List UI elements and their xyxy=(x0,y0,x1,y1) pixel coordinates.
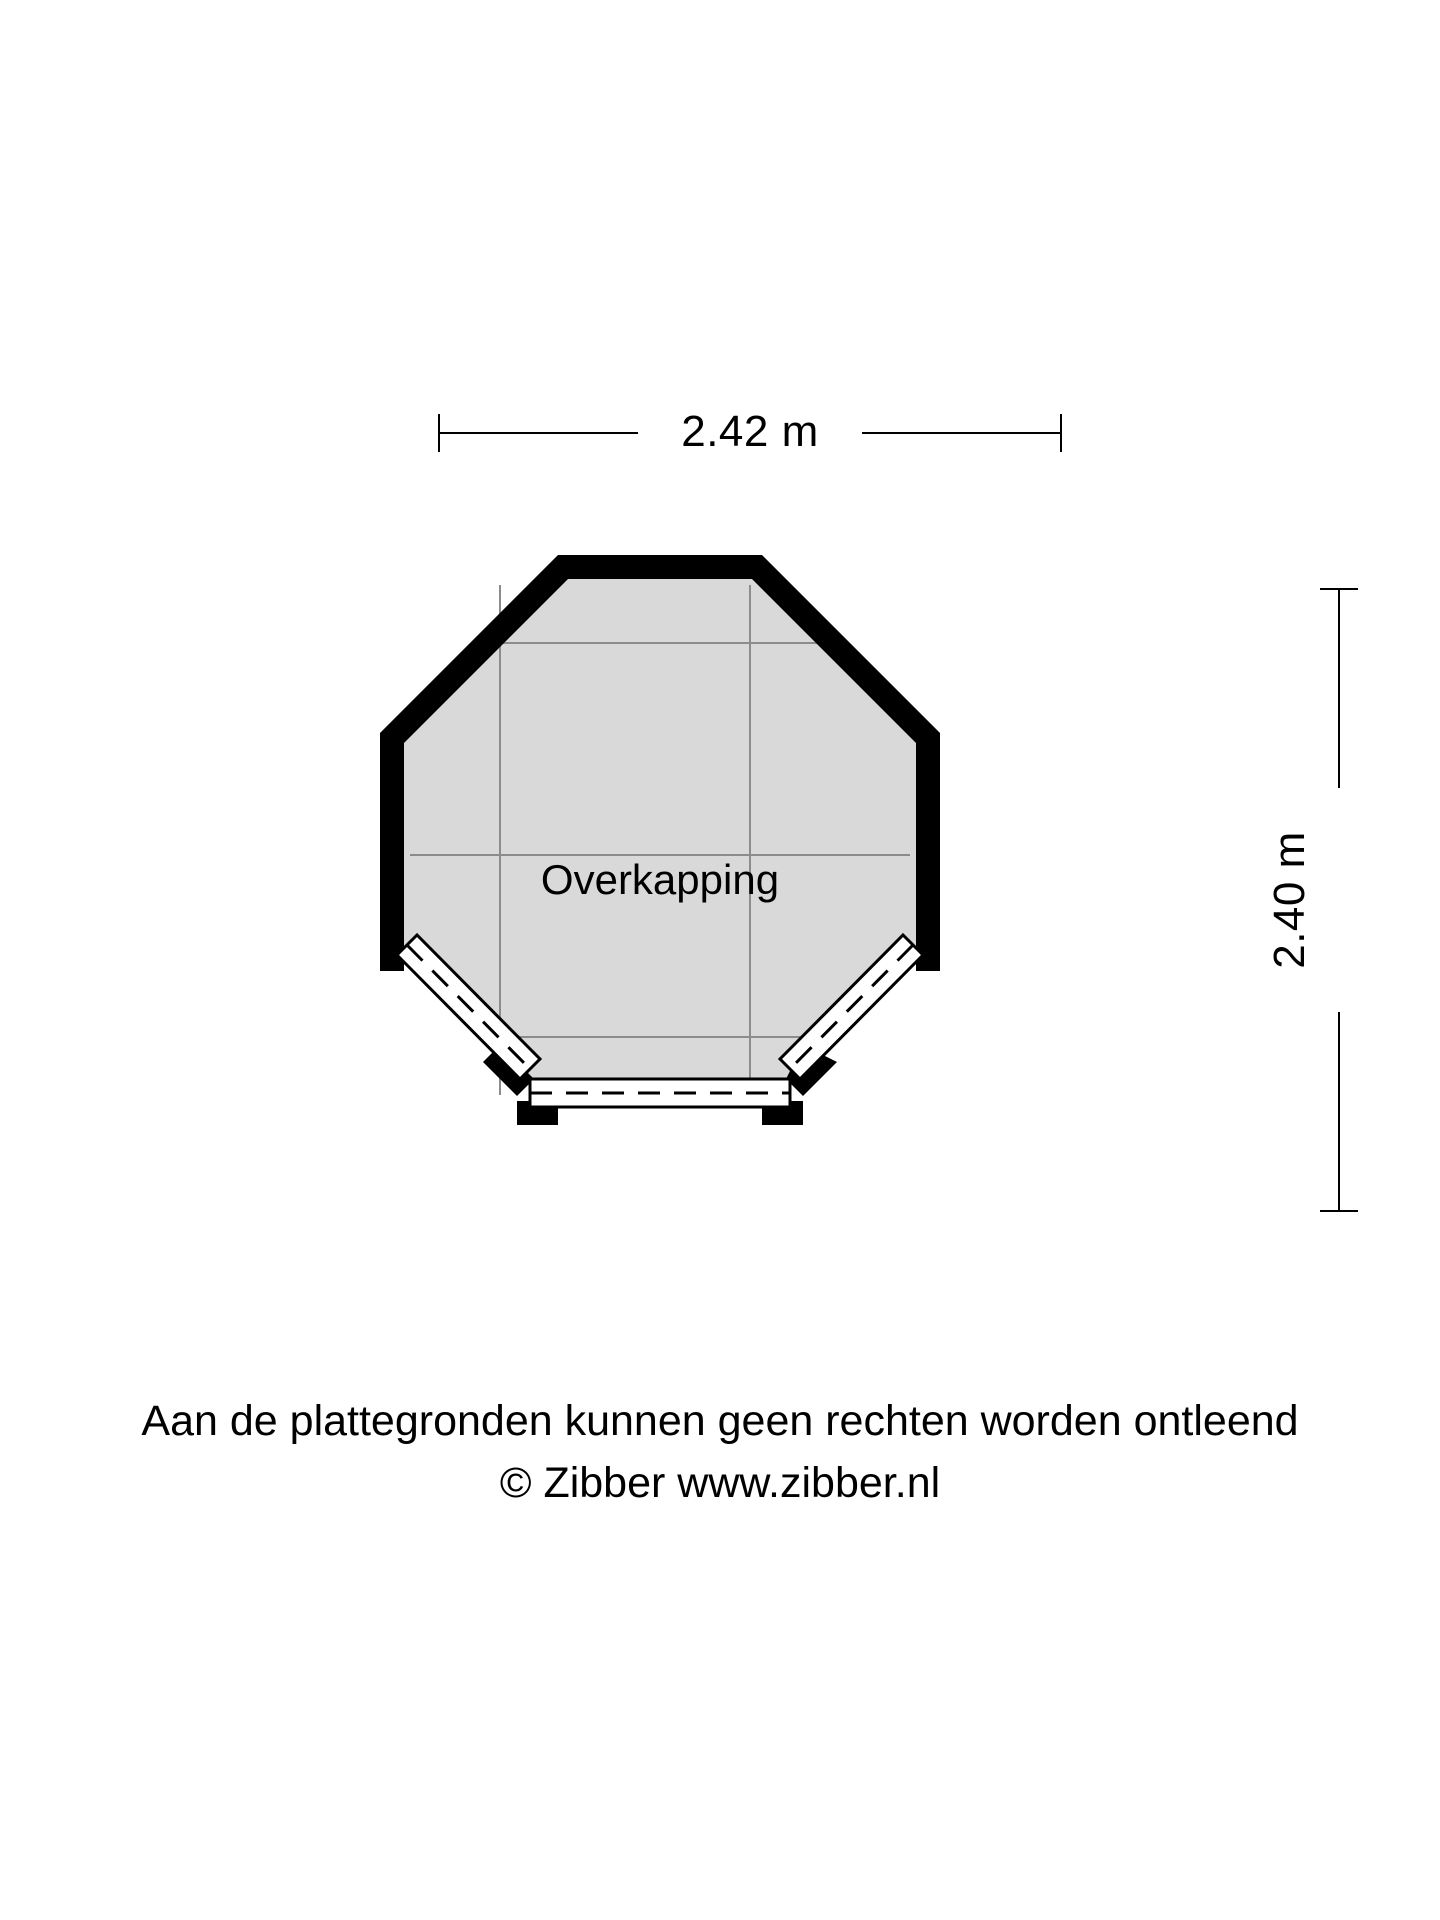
footer-copyright: © Zibber www.zibber.nl xyxy=(499,1459,941,1507)
dimension-height-line-top xyxy=(1338,588,1340,788)
dimension-height xyxy=(1230,580,1370,1220)
dimension-height-line-bottom xyxy=(1338,1012,1340,1212)
dimension-width xyxy=(430,400,1070,470)
footer xyxy=(0,1390,1440,1514)
room-label: Overkapping xyxy=(540,856,780,903)
footer-disclaimer: Aan de plattegronden kunnen geen rechten worden ontleend xyxy=(141,1397,1299,1445)
dimension-height-label: 2.40 m xyxy=(1265,831,1314,969)
dimension-width-label: 2.42 m xyxy=(681,407,819,456)
octagon-floor-plan xyxy=(380,555,940,1125)
